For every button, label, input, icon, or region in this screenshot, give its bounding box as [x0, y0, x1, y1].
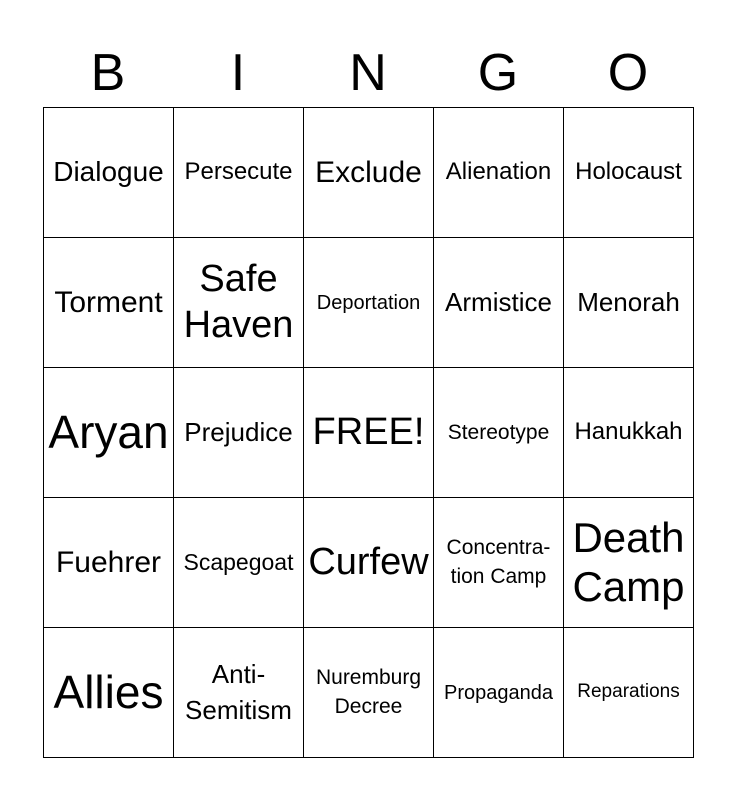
bingo-cell[interactable]: Deportation: [304, 238, 434, 368]
bingo-cell[interactable]: Curfew: [304, 498, 434, 628]
bingo-cell[interactable]: Safe Haven: [174, 238, 304, 368]
bingo-cell[interactable]: Alienation: [434, 108, 564, 238]
header-letter-o: O: [607, 44, 649, 102]
bingo-cell[interactable]: Scapegoat: [174, 498, 304, 628]
bingo-cell[interactable]: Aryan: [44, 368, 174, 498]
bingo-cell[interactable]: Stereotype: [434, 368, 564, 498]
bingo-cell[interactable]: Holocaust: [564, 108, 694, 238]
bingo-cell[interactable]: Reparations: [564, 628, 694, 758]
bingo-cell[interactable]: Armistice: [434, 238, 564, 368]
header-letter-n: N: [349, 44, 387, 102]
bingo-cell[interactable]: Menorah: [564, 238, 694, 368]
bingo-cell[interactable]: Exclude: [304, 108, 434, 238]
bingo-cell[interactable]: Concentra- tion Camp: [434, 498, 564, 628]
bingo-cell[interactable]: Prejudice: [174, 368, 304, 498]
bingo-cell[interactable]: Propaganda: [434, 628, 564, 758]
bingo-cell[interactable]: Anti- Semitism: [174, 628, 304, 758]
bingo-cell[interactable]: Death Camp: [564, 498, 694, 628]
header-letter-i: I: [230, 44, 246, 102]
bingo-cell[interactable]: Dialogue: [44, 108, 174, 238]
bingo-cell[interactable]: Torment: [44, 238, 174, 368]
free-space-cell[interactable]: FREE!: [304, 368, 434, 498]
header-letter-b: B: [90, 44, 126, 102]
bingo-header: [43, 40, 693, 106]
bingo-cell[interactable]: Nuremburg Decree: [304, 628, 434, 758]
header-letter-g: G: [477, 44, 519, 102]
bingo-board: [43, 107, 694, 758]
bingo-cell[interactable]: Fuehrer: [44, 498, 174, 628]
bingo-cell[interactable]: Hanukkah: [564, 368, 694, 498]
bingo-cell[interactable]: Persecute: [174, 108, 304, 238]
bingo-cell[interactable]: Allies: [44, 628, 174, 758]
